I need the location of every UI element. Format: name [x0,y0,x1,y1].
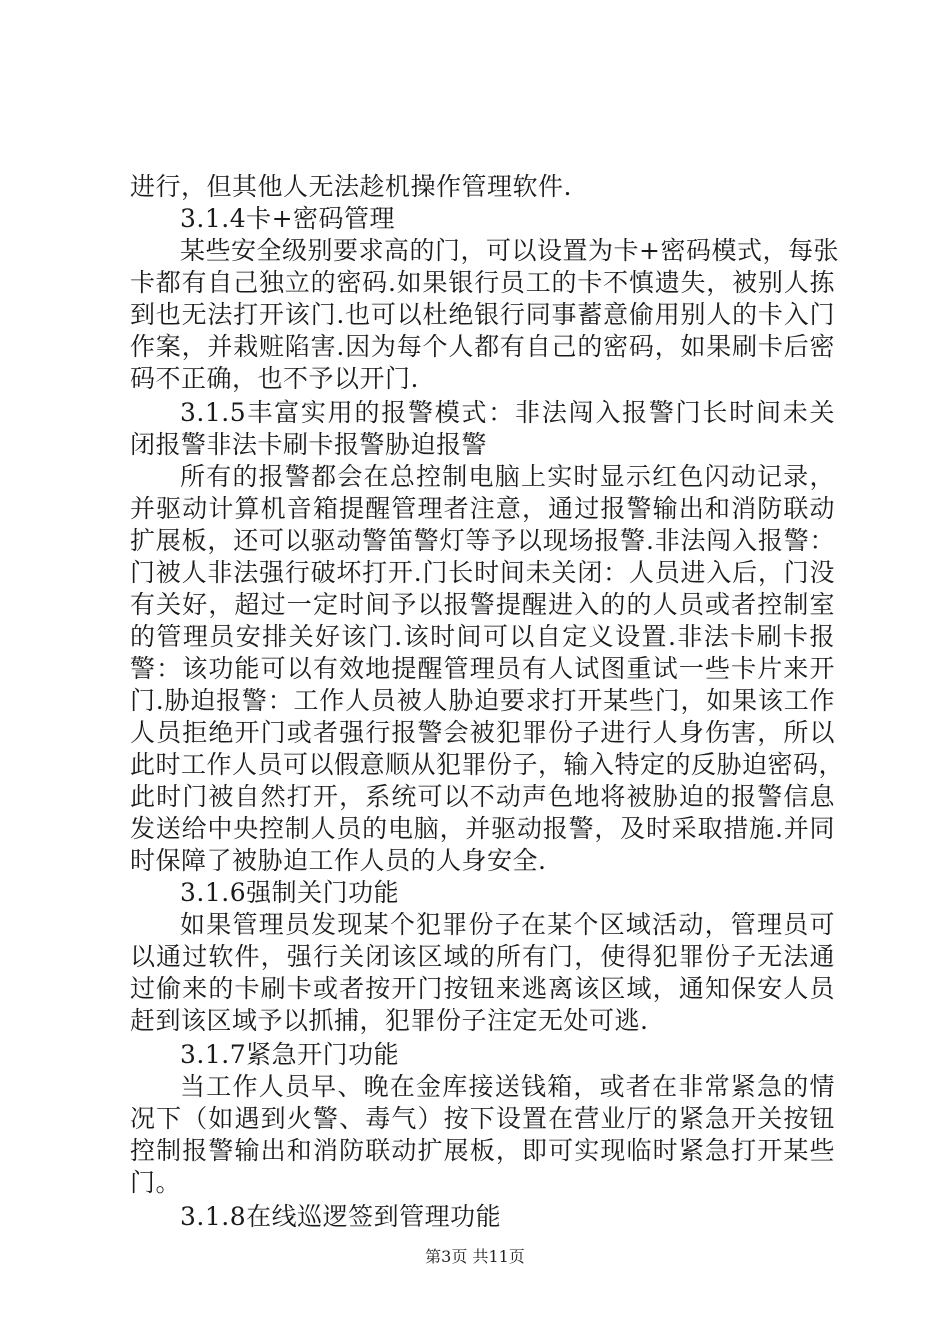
paragraph-line: 码不正确，也不予以开门. [130,364,419,393]
section-heading-3-1-5-cont: 闭报警非法卡刷卡报警胁迫报警 [130,430,488,459]
paragraph-line: 某些安全级别要求高的门，可以设置为卡+密码模式，每张 [180,236,839,265]
paragraph-line: 所有的报警都会在总控制电脑上实时显示红色闪动记录， [180,462,835,491]
paragraph-line: 门.胁迫报警：工作人员被人胁迫要求打开某些门，如果该工作 [130,686,835,715]
paragraph-line: 此时工作人员可以假意顺从犯罪份子，输入特定的反胁迫密码， [130,750,845,779]
section-heading-3-1-7: 3.1.7紧急开门功能 [180,1040,400,1069]
paragraph-line: 到也无法打开该门.也可以杜绝银行同事蓄意偷用别人的卡入门 [130,300,835,329]
paragraph-line: 作案，并栽赃陷害.因为每个人都有自己的密码，如果刷卡后密 [130,332,835,361]
paragraph-line: 赶到该区域予以抓捕，犯罪份子注定无处可逃. [130,1006,649,1035]
paragraph-line: 发送给中央控制人员的电脑，并驱动报警，及时采取措施.并同 [130,814,835,843]
paragraph-line: 如果管理员发现某个犯罪份子在某个区域活动，管理员可 [180,910,835,939]
section-heading-3-1-8: 3.1.8在线巡逻签到管理功能 [180,1202,502,1231]
paragraph-line: 此时门被自然打开，系统可以不动声色地将被胁迫的报警信息 [130,782,835,811]
paragraph-line: 以通过软件，强行关闭该区域的所有门，使得犯罪份子无法通 [130,942,835,971]
paragraph-line: 过偷来的卡刷卡或者按开门按钮来逃离该区域，通知保安人员 [130,974,835,1003]
paragraph-line: 的管理员安排关好该门.该时间可以自定义设置.非法卡刷卡报 [130,622,835,651]
paragraph-line: 进行，但其他人无法趁机操作管理软件. [130,172,572,201]
paragraph-line: 时保障了被胁迫工作人员的人身安全. [130,846,547,875]
paragraph-line: 控制报警输出和消防联动扩展板，即可实现临时紧急打开某些 [130,1136,835,1165]
paragraph-line: 有关好，超过一定时间予以报警提醒进入的的人员或者控制室 [130,590,835,619]
section-heading-3-1-4: 3.1.4卡+密码管理 [180,204,396,233]
section-heading-3-1-6: 3.1.6强制关门功能 [180,878,400,907]
paragraph-line: 卡都有自己独立的密码.如果银行员工的卡不慎遗失，被别人拣 [130,268,835,297]
paragraph-line: 况下（如遇到火警、毒气）按下设置在营业厅的紧急开关按钮 [130,1104,835,1133]
paragraph-line: 门被人非法强行破坏打开.门长时间未关闭：人员进入后，门没 [130,558,835,587]
paragraph-line: 门。 [130,1168,182,1197]
paragraph-line: 警：该功能可以有效地提醒管理员有人试图重试一些卡片来开 [130,654,835,683]
document-body [130,171,845,1233]
paragraph-line: 当工作人员早、晚在金库接送钱箱，或者在非常紧急的情 [180,1072,835,1101]
paragraph-line: 扩展板，还可以驱动警笛警灯等予以现场报警.非法闯入报警： [130,526,835,555]
paragraph-line: 并驱动计算机音箱提醒管理者注意，通过报警输出和消防联动 [130,494,835,523]
paragraph-line: 人员拒绝开门或者强行报警会被犯罪份子进行人身伤害，所以 [130,718,835,747]
page-footer: 第3页 共11页 [425,1247,525,1266]
section-heading-3-1-5: 3.1.5丰富实用的报警模式：非法闯入报警门长时间未关 [180,398,835,427]
